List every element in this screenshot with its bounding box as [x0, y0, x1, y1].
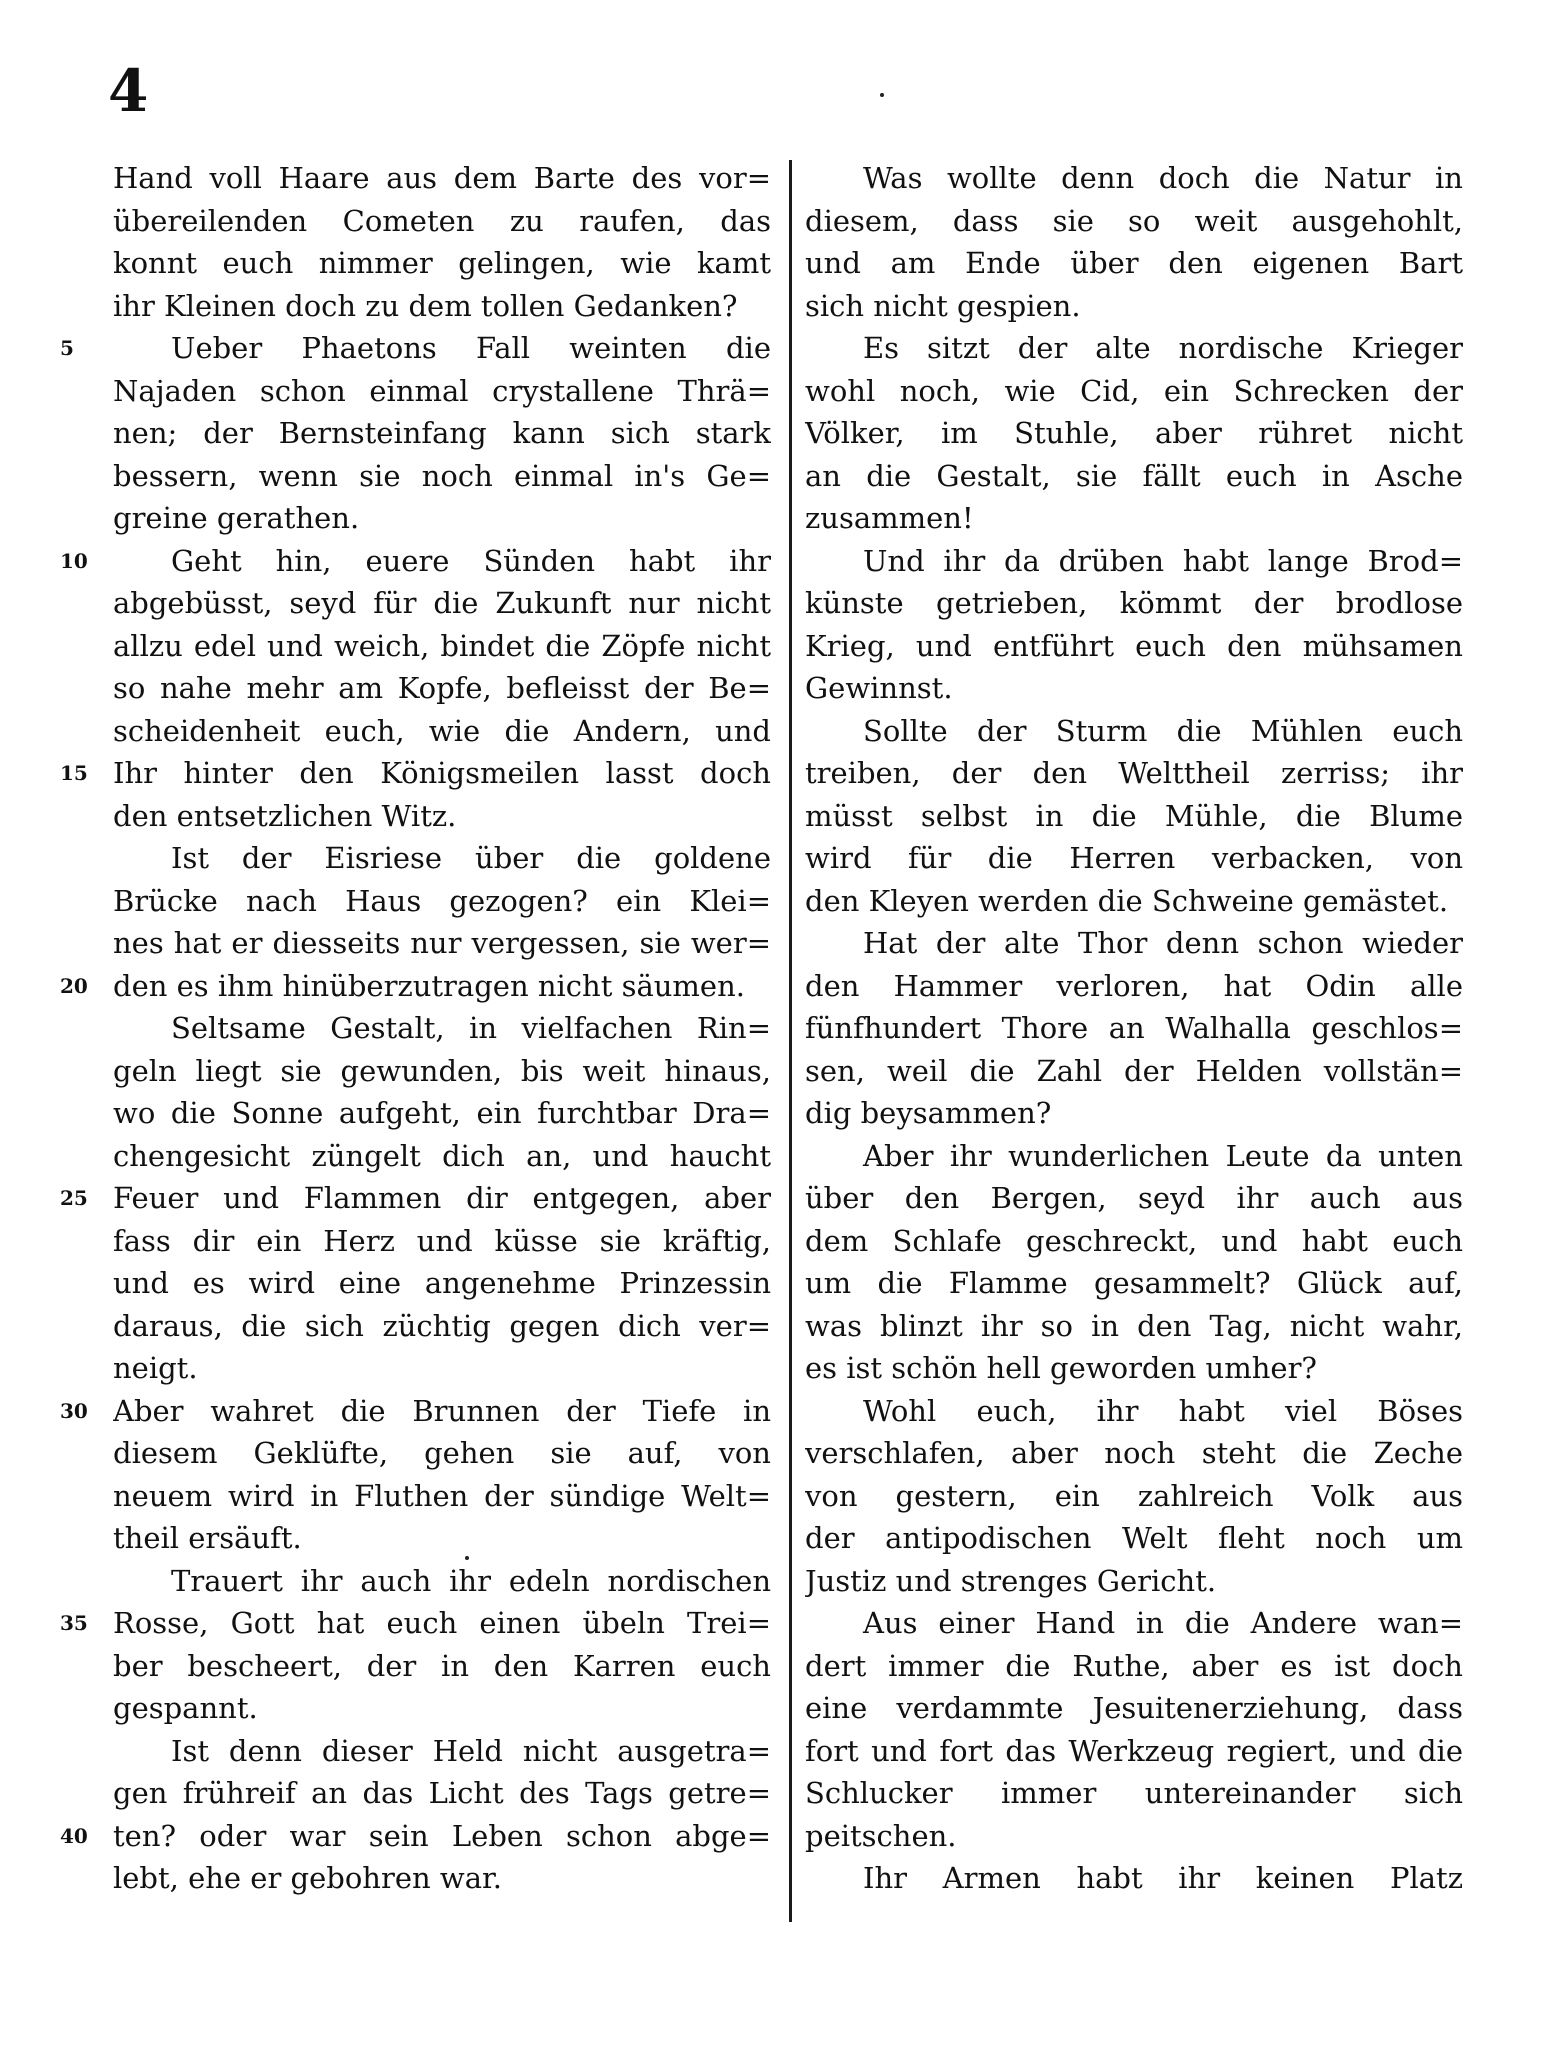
- text-line: was blinzt ihr so in den Tag, nicht wahr,: [805, 1308, 1463, 1343]
- text-line: so nahe mehr am Kopfe, befleisst der Be=: [113, 671, 771, 705]
- line-number: 35: [60, 1611, 88, 1635]
- text-line: ihr Kleinen doch zu dem tollen Gedanken?: [113, 288, 738, 323]
- text-line: abgebüsst, seyd für die Zukunft nur nicht: [113, 586, 771, 620]
- text-line: ten? oder war sein Leben schon abge=: [113, 1818, 771, 1853]
- text-line: zusammen!: [805, 501, 974, 535]
- text-line: ber bescheert, der in den Karren euch: [113, 1648, 771, 1683]
- line-number: 15: [60, 761, 88, 785]
- text-line: von gestern, ein zahlreich Volk aus: [805, 1478, 1463, 1513]
- column-divider: [789, 160, 792, 1922]
- text-line: müsst selbst in die Mühle, die Blume: [805, 798, 1463, 833]
- text-line: Trauert ihr auch ihr edeln nordischen: [171, 1563, 771, 1598]
- text-line: Geht hin, euere Sünden habt ihr: [171, 543, 771, 578]
- left-text-column: [113, 157, 771, 1900]
- text-line: neuem wird in Fluthen der sündige Welt=: [113, 1478, 771, 1513]
- text-line: treiben, der den Welttheil zerriss; ihr: [805, 756, 1463, 790]
- text-line: sen, weil die Zahl der Helden vollstän=: [805, 1053, 1463, 1088]
- text-line: übereilenden Cometen zu raufen, das: [113, 203, 771, 238]
- text-line: Ueber Phaetons Fall weinten die: [171, 331, 771, 365]
- text-line: eine verdammte Jesuitenerziehung, dass: [805, 1691, 1463, 1725]
- line-number: 25: [60, 1186, 88, 1210]
- text-line: Was wollte denn doch die Natur in: [863, 161, 1463, 195]
- text-line: gen frühreif an das Licht des Tags getre=: [113, 1776, 771, 1810]
- text-line: um die Flamme gesammelt? Glück auf,: [805, 1266, 1463, 1300]
- text-line: und am Ende über den eigenen Bart: [805, 246, 1463, 280]
- text-line: dert immer die Ruthe, aber es ist doch: [805, 1648, 1463, 1683]
- text-line: Sollte der Sturm die Mühlen euch: [863, 713, 1463, 748]
- text-line: den Kleyen werden die Schweine gemästet.: [805, 883, 1449, 918]
- text-line: Aus einer Hand in die Andere wan=: [863, 1606, 1463, 1640]
- text-line: diesem Geklüfte, gehen sie auf, von: [113, 1436, 771, 1470]
- line-number: 40: [60, 1823, 88, 1848]
- text-line: wird für die Herren verbacken, von: [805, 841, 1463, 875]
- text-line: chengesicht züngelt dich an, und haucht: [113, 1138, 771, 1173]
- text-line: konnt euch nimmer gelingen, wie kamt: [113, 246, 771, 280]
- text-line: Ist denn dieser Held nicht ausgetra=: [171, 1733, 771, 1768]
- line-number: 10: [60, 548, 88, 573]
- text-line: Seltsame Gestalt, in vielfachen Rin=: [171, 1011, 771, 1045]
- text-line: Rosse, Gott hat euch einen übeln Trei=: [113, 1606, 771, 1640]
- text-line: Ihr Armen habt ihr keinen Platz: [863, 1861, 1463, 1895]
- text-line: Brücke nach Haus gezogen? ein Klei=: [113, 883, 771, 918]
- text-line: fünfhundert Thore an Walhalla geschlos=: [805, 1011, 1463, 1045]
- text-line: lebt, ehe er gebohren war.: [113, 1861, 502, 1895]
- text-line: und es wird eine angenehme Prinzessin: [113, 1266, 771, 1300]
- text-line: greine gerathen.: [113, 501, 360, 535]
- text-line: dig beysammen?: [805, 1096, 1052, 1130]
- text-line: verschlafen, aber noch steht die Zeche: [805, 1436, 1463, 1470]
- text-line: den es ihm hinüberzutragen nicht säumen.: [113, 968, 745, 1003]
- line-number: 30: [60, 1398, 88, 1423]
- text-line: sich nicht gespien.: [805, 288, 1081, 323]
- text-line: Najaden schon einmal crystallene Thrä=: [113, 373, 771, 408]
- text-line: den entsetzlichen Witz.: [113, 798, 457, 833]
- text-line: fass dir ein Herz und küsse sie kräftig,: [113, 1223, 771, 1258]
- text-line: Es sitzt der alte nordische Krieger: [863, 331, 1463, 365]
- text-line: Wohl euch, ihr habt viel Böses: [863, 1393, 1463, 1428]
- text-line: theil ersäuft.: [113, 1521, 302, 1555]
- text-line: nes hat er diesseits nur vergessen, sie wer=: [113, 926, 771, 960]
- text-line: Gewinnst.: [805, 671, 953, 705]
- text-line: Und ihr da drüben habt lange Brod=: [863, 543, 1463, 578]
- text-line: Schlucker immer untereinander sich: [805, 1776, 1463, 1810]
- line-number: 20: [60, 973, 88, 998]
- text-line: neigt.: [113, 1351, 198, 1385]
- text-line: Krieg, und entführt euch den mühsamen: [805, 628, 1463, 663]
- text-line: Ist der Eisriese über die goldene: [171, 841, 771, 875]
- text-line: fort und fort das Werkzeug regiert, und die: [805, 1733, 1463, 1768]
- line-number: 5: [60, 336, 74, 360]
- text-line: an die Gestalt, sie fällt euch in Asche: [805, 458, 1463, 493]
- text-line: allzu edel und weich, bindet die Zöpfe nicht: [113, 628, 771, 663]
- text-line: wohl noch, wie Cid, ein Schrecken der: [805, 373, 1463, 408]
- text-line: Aber ihr wunderlichen Leute da unten: [863, 1138, 1463, 1173]
- text-line: nen; der Bernsteinfang kann sich stark: [113, 416, 771, 450]
- text-line: der antipodischen Welt fleht noch um: [805, 1521, 1463, 1555]
- text-line: Ihr hinter den Königsmeilen lasst doch: [113, 756, 771, 790]
- text-line: bessern, wenn sie noch einmal in's Ge=: [113, 458, 771, 493]
- text-line: scheidenheit euch, wie die Andern, und: [113, 713, 771, 748]
- text-line: Aber wahret die Brunnen der Tiefe in: [113, 1393, 771, 1428]
- page-number: 4: [108, 57, 149, 125]
- text-line: Feuer und Flammen dir entgegen, aber: [113, 1181, 771, 1215]
- print-speck: [880, 93, 884, 97]
- text-line: gespannt.: [113, 1691, 258, 1725]
- text-line: es ist schön hell geworden umher?: [805, 1351, 1317, 1385]
- text-line: daraus, die sich züchtig gegen dich ver=: [113, 1308, 771, 1343]
- text-line: wo die Sonne aufgeht, ein furchtbar Dra=: [113, 1096, 771, 1130]
- text-line: Hat der alte Thor denn schon wieder: [863, 926, 1463, 960]
- text-line: künste getrieben, kömmt der brodlose: [805, 586, 1463, 620]
- text-line: Justiz und strenges Gericht.: [805, 1563, 1217, 1598]
- right-text-column: [805, 157, 1463, 1900]
- text-line: den Hammer verloren, hat Odin alle: [805, 968, 1463, 1003]
- text-line: geln liegt sie gewunden, bis weit hinaus,: [113, 1053, 771, 1088]
- text-line: diesem, dass sie so weit ausgehohlt,: [805, 203, 1463, 238]
- text-line: dem Schlafe geschreckt, und habt euch: [805, 1223, 1463, 1258]
- text-line: Völker, im Stuhle, aber rühret nicht: [805, 416, 1463, 450]
- text-line: Hand voll Haare aus dem Barte des vor=: [113, 161, 771, 195]
- text-line: über den Bergen, seyd ihr auch aus: [805, 1181, 1463, 1215]
- text-line: peitschen.: [805, 1818, 957, 1853]
